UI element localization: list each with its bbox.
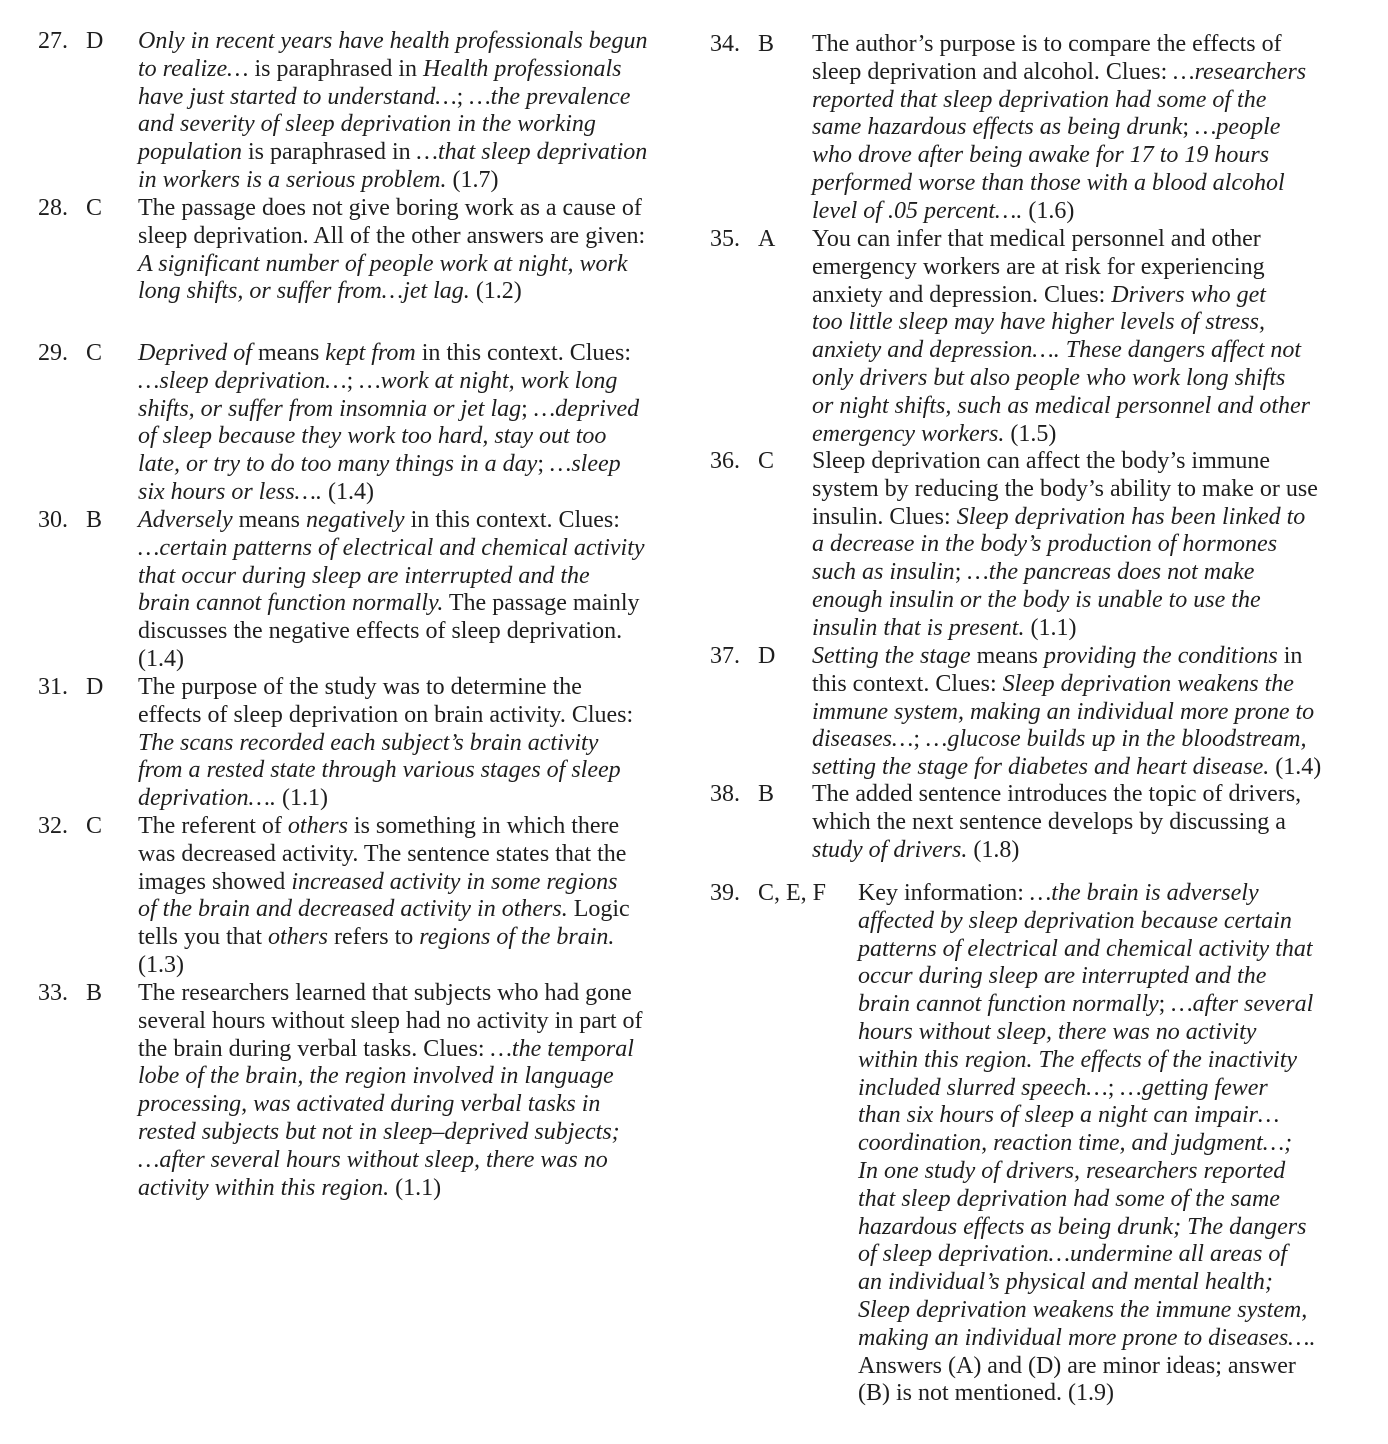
- text-run: is something in which there: [347, 813, 620, 839]
- text-line: [812, 31, 1380, 59]
- text-line: [812, 254, 1380, 282]
- answer-entry-36: [710, 448, 1380, 643]
- answer-entry-27: [38, 28, 688, 195]
- text-line: [812, 226, 1380, 254]
- text-line: [138, 56, 688, 84]
- italic-run: …after several hours without sleep, there was no: [138, 1146, 608, 1173]
- italic-run: brain cannot function normally.: [138, 590, 444, 617]
- text-run: images showed: [138, 868, 292, 895]
- text-line: [812, 504, 1380, 532]
- text-run: (1.4): [138, 645, 184, 672]
- text-line: [812, 309, 1380, 337]
- text-run: The passage mainly: [443, 590, 640, 617]
- entry-text: [812, 448, 1380, 643]
- entry-text: [812, 643, 1380, 782]
- text-line: [138, 730, 688, 758]
- text-line: [812, 142, 1380, 170]
- text-line: [138, 757, 688, 785]
- text-run: anxiety and depression. Clues:: [812, 281, 1112, 308]
- italic-run: Only in recent years have health professionals begun: [138, 28, 648, 54]
- italic-run: to realize…: [138, 55, 249, 82]
- text-line: [812, 643, 1380, 671]
- text-line: [138, 1036, 688, 1064]
- text-line: [858, 1297, 1380, 1325]
- italic-run: level of .05 percent….: [812, 197, 1023, 224]
- entry-text: [138, 813, 688, 980]
- text-line: [812, 559, 1380, 587]
- italic-run: …certain patterns of electrical and chemical activity: [138, 534, 645, 561]
- italic-run: patterns of electrical and chemical activity that: [858, 935, 1313, 962]
- answer-entry-38: [710, 781, 1380, 864]
- italic-run: than six hours of sleep a night can impair…: [858, 1102, 1280, 1129]
- text-line: [858, 1075, 1380, 1103]
- text-run: (1.1): [389, 1174, 442, 1201]
- text-line: [138, 535, 688, 563]
- italic-run: Drivers who get: [1111, 281, 1266, 308]
- italic-run: of the brain and decreased activity in others.: [138, 896, 568, 923]
- italic-run: late, or try to do too many things in a day: [138, 451, 538, 478]
- text-run: (1.4): [1269, 754, 1322, 781]
- answer-entry-37: [710, 643, 1380, 782]
- text-line: [858, 991, 1380, 1019]
- text-run: ;: [954, 559, 968, 586]
- text-line: [138, 924, 688, 952]
- italic-run: regions of the brain.: [419, 924, 615, 951]
- text-line: [138, 646, 688, 674]
- answer-entry-34: [710, 31, 1380, 226]
- italic-run: have just started to understand…: [138, 83, 457, 110]
- text-run: means: [251, 340, 326, 366]
- text-line: [138, 507, 688, 535]
- text-run: Answers (A) and (D) are minor ideas; answer: [858, 1352, 1296, 1379]
- italic-run: Sleep deprivation weakens the: [1002, 670, 1294, 697]
- text-run: is paraphrased in: [248, 55, 424, 82]
- italic-run: Health professionals: [423, 55, 622, 82]
- italic-run: study of drivers.: [812, 836, 968, 863]
- italic-run: of sleep deprivation…undermine all areas of: [858, 1241, 1288, 1268]
- text-run: (1.1): [276, 785, 328, 812]
- entry-text: [858, 880, 1380, 1408]
- italic-run: setting the stage for diabetes and heart disease.: [812, 754, 1270, 781]
- italic-run: …the prevalence: [469, 83, 631, 110]
- text-line: [138, 869, 688, 897]
- text-line: [138, 1091, 688, 1119]
- entry-text: [812, 31, 1380, 226]
- entry-answer: C: [86, 195, 103, 221]
- text-run: Logic: [567, 896, 630, 923]
- text-run: in: [1277, 643, 1303, 669]
- text-run: Sleep deprivation can affect the body’s immune: [812, 448, 1271, 474]
- text-line: [138, 278, 688, 306]
- text-line: [858, 1019, 1380, 1047]
- italic-run: Sleep deprivation weakens the immune system,: [858, 1296, 1308, 1323]
- text-line: [138, 841, 688, 869]
- text-line: [138, 251, 688, 279]
- italic-run: who drove after being awake for 17 to 19 hours: [812, 142, 1270, 169]
- text-run: ;: [913, 726, 927, 753]
- text-line: [138, 896, 688, 924]
- text-run: the brain during verbal tasks. Clues:: [138, 1035, 491, 1062]
- text-line: [138, 84, 688, 112]
- text-line: [812, 809, 1380, 837]
- italic-run: that sleep deprivation had some of the same: [858, 1185, 1280, 1212]
- italic-run: …after several: [1171, 991, 1314, 1018]
- text-line: [138, 702, 688, 730]
- italic-run: making an individual more prone to diseases….: [858, 1324, 1316, 1351]
- italic-run: shifts, or suffer from insomnia or jet lag: [138, 395, 522, 422]
- text-line: [138, 1119, 688, 1147]
- text-run: ;: [346, 367, 360, 394]
- italic-run: …work at night, work long: [359, 367, 618, 394]
- text-run: several hours without sleep had no activity in part of: [138, 1007, 643, 1034]
- text-run: ;: [1182, 114, 1196, 141]
- entry-answer: B: [86, 980, 103, 1006]
- entry-answer: C: [86, 813, 103, 839]
- italic-run: …glucose builds up in the bloodstream,: [926, 726, 1307, 753]
- entry-number: 35. A: [710, 226, 776, 252]
- text-line: [858, 1102, 1380, 1130]
- italic-run: A significant number of people work at night, work: [138, 250, 628, 277]
- text-line: [858, 908, 1380, 936]
- text-run: The researchers learned that subjects who had gone: [138, 980, 632, 1006]
- italic-run: long shifts, or suffer from…jet lag.: [138, 278, 470, 305]
- entry-number: 38. B: [710, 781, 775, 807]
- italic-run: others: [267, 924, 328, 951]
- text-line: [138, 674, 688, 702]
- italic-run: occur during sleep are interrupted and the: [858, 963, 1267, 990]
- entry-answer: C: [758, 448, 775, 474]
- text-line: [138, 111, 688, 139]
- text-line: [138, 167, 688, 195]
- text-line: [138, 1063, 688, 1091]
- text-line: [812, 448, 1380, 476]
- entry-text: [138, 340, 688, 507]
- italic-run: reported that sleep deprivation had some of the: [812, 86, 1267, 113]
- entry-number: 32. C: [38, 813, 103, 839]
- entry-answer: A: [758, 226, 776, 252]
- italic-run: population: [138, 139, 243, 166]
- text-run: means: [970, 643, 1044, 669]
- text-line: [138, 590, 688, 618]
- text-line: [138, 396, 688, 424]
- italic-run: within this region. The effects of the inactivity: [858, 1046, 1298, 1073]
- italic-run: or night shifts, such as medical personnel and other: [812, 392, 1310, 419]
- italic-run: …sleep: [549, 451, 621, 478]
- italic-run: affected by sleep deprivation because certain: [858, 907, 1292, 934]
- text-run: in this context. Clues:: [404, 507, 620, 533]
- text-run: The purpose of the study was to determine the: [138, 674, 582, 700]
- italic-run: deprivation….: [138, 785, 276, 812]
- italic-run: enough insulin or the body is unable to use the: [812, 586, 1261, 613]
- italic-run: only drivers but also people who work long shifts: [812, 364, 1286, 391]
- entry-text: [138, 980, 688, 1202]
- text-line: [858, 1158, 1380, 1186]
- text-line: [812, 531, 1380, 559]
- text-run: The author’s purpose is to compare the effects of: [812, 31, 1282, 57]
- italic-run: emergency workers.: [812, 420, 1005, 447]
- answer-entry-30: [38, 507, 688, 674]
- text-run: The passage does not give boring work as a cause of: [138, 195, 642, 221]
- text-line: [138, 1008, 688, 1036]
- italic-run: an individual’s physical and mental health;: [858, 1269, 1273, 1296]
- entry-number: 33. B: [38, 980, 103, 1006]
- text-run: The referent of: [138, 813, 288, 839]
- text-line: [138, 785, 688, 813]
- text-run: ;: [1158, 991, 1172, 1018]
- entry-text: [138, 674, 688, 813]
- text-run: insulin. Clues:: [812, 503, 957, 530]
- text-run: was decreased activity. The sentence states that the: [138, 840, 627, 867]
- text-run: ;: [521, 395, 534, 422]
- italic-run: diseases…: [812, 726, 914, 753]
- text-run: in this context. Clues:: [415, 340, 632, 366]
- text-line: [812, 114, 1380, 142]
- text-run: effects of sleep deprivation on brain activity. Clues:: [138, 701, 634, 728]
- entry-text: [138, 28, 688, 195]
- answer-entry-39: [710, 880, 1380, 1408]
- italic-run: providing the conditions: [1043, 643, 1278, 669]
- text-line: [812, 170, 1380, 198]
- text-line: [138, 952, 688, 980]
- italic-run: …the temporal: [490, 1035, 634, 1062]
- text-line: [138, 1175, 688, 1203]
- text-line: [138, 1147, 688, 1175]
- text-run: ;: [537, 451, 550, 478]
- italic-run: …getting fewer: [1120, 1074, 1268, 1101]
- entry-number: 37. D: [710, 643, 776, 669]
- entry-text: [812, 781, 1380, 864]
- italic-run: increased activity in some regions: [291, 868, 618, 895]
- italic-run: processing, was activated during verbal tasks in: [138, 1091, 601, 1118]
- entry-answer: C: [86, 340, 103, 366]
- italic-run: Setting the stage: [812, 643, 971, 669]
- entry-answer: D: [86, 28, 104, 54]
- text-line: [812, 393, 1380, 421]
- entry-answer: C, E, F: [758, 880, 827, 906]
- text-line: [138, 813, 688, 841]
- text-line: [858, 1380, 1380, 1408]
- text-run: this context. Clues:: [812, 670, 1003, 697]
- italic-run: anxiety and depression…. These dangers affect not: [812, 337, 1302, 364]
- italic-run: coordination, reaction time, and judgment…;: [858, 1130, 1293, 1157]
- italic-run: hazardous effects as being drunk; The dangers: [858, 1213, 1307, 1240]
- text-run: discusses the negative effects of sleep deprivation.: [138, 618, 623, 645]
- text-line: [858, 1214, 1380, 1242]
- answer-entry-33: [38, 980, 688, 1202]
- entry-number: 27. D: [38, 28, 104, 54]
- text-line: [812, 837, 1380, 865]
- text-line: [138, 980, 688, 1008]
- entry-number: 39. C, E, F: [710, 880, 827, 906]
- answer-entry-31: [38, 674, 688, 813]
- text-run: Key information:: [858, 880, 1030, 906]
- text-run: ;: [456, 83, 470, 110]
- text-line: [812, 476, 1380, 504]
- entry-answer: D: [86, 674, 104, 700]
- text-run: You can infer that medical personnel and other: [812, 226, 1261, 252]
- text-run: (1.1): [1024, 614, 1077, 641]
- italic-run: six hours or less….: [138, 478, 323, 505]
- entry-text: [138, 195, 688, 306]
- text-line: [138, 618, 688, 646]
- text-line: [858, 1186, 1380, 1214]
- text-line: [812, 59, 1380, 87]
- text-run: (1.7): [446, 166, 499, 193]
- text-line: [858, 1353, 1380, 1381]
- text-run: is paraphrased in: [242, 139, 417, 166]
- text-line: [812, 781, 1380, 809]
- entry-number: 34. B: [710, 31, 775, 57]
- entry-answer: B: [758, 31, 775, 57]
- text-line: [812, 198, 1380, 226]
- text-run: (1.3): [138, 951, 184, 978]
- italic-run: a decrease in the body’s production of hormones: [812, 531, 1278, 558]
- italic-run: lobe of the brain, the region involved in language: [138, 1063, 614, 1090]
- italic-run: …sleep deprivation…: [138, 367, 347, 394]
- italic-run: that occur during sleep are interrupted and the: [138, 562, 590, 589]
- italic-run: …that sleep deprivation: [416, 139, 648, 166]
- italic-run: performed worse than those with a blood alcohol: [812, 169, 1285, 196]
- text-run: emergency workers are at risk for experiencing: [812, 253, 1265, 280]
- text-run: refers to: [327, 924, 420, 951]
- italic-run: Sleep deprivation has been linked to: [956, 503, 1306, 530]
- entry-number: 31. D: [38, 674, 104, 700]
- italic-run: …people: [1195, 114, 1281, 141]
- text-run: sleep deprivation. All of the other answers are given:: [138, 222, 646, 249]
- text-run: system by reducing the body’s ability to make or use: [812, 475, 1318, 502]
- entry-number: 30. B: [38, 507, 103, 533]
- italic-run: Deprived of: [138, 340, 252, 366]
- italic-run: …the brain is adversely: [1029, 880, 1259, 906]
- text-run: The added sentence introduces the topic of drivers,: [812, 781, 1302, 807]
- text-line: [812, 365, 1380, 393]
- text-run: tells you that: [138, 924, 268, 951]
- italic-run: such as insulin: [812, 559, 955, 586]
- entry-answer: B: [86, 507, 103, 533]
- text-run: (1.8): [967, 836, 1020, 863]
- italic-run: rested subjects but not in sleep–deprived subjects;: [138, 1118, 620, 1145]
- text-line: [812, 87, 1380, 115]
- text-line: [812, 726, 1380, 754]
- text-line: [858, 1325, 1380, 1353]
- entry-answer: B: [758, 781, 775, 807]
- text-line: [138, 195, 688, 223]
- text-line: [138, 423, 688, 451]
- italic-run: …deprived: [533, 395, 640, 422]
- entry-number: 28. C: [38, 195, 103, 221]
- text-line: [858, 1269, 1380, 1297]
- text-line: [138, 451, 688, 479]
- text-run: (1.6): [1022, 197, 1075, 224]
- text-run: means: [232, 507, 306, 533]
- italic-run: …researchers: [1173, 58, 1307, 85]
- text-line: [812, 699, 1380, 727]
- answer-entry-28: [38, 195, 688, 306]
- text-line: [812, 615, 1380, 643]
- italic-run: activity within this region.: [138, 1174, 390, 1201]
- answer-entry-35: [710, 226, 1380, 448]
- text-run: (1.2): [469, 278, 522, 305]
- answer-entry-32: [38, 813, 688, 980]
- answer-entry-29: [38, 340, 688, 507]
- italic-run: Adversely: [138, 507, 233, 533]
- italic-run: and severity of sleep deprivation in the working: [138, 111, 596, 138]
- italic-run: …the pancreas does not make: [967, 559, 1255, 586]
- text-line: [812, 587, 1380, 615]
- text-line: [858, 963, 1380, 991]
- text-run: (B) is not mentioned. (1.9): [858, 1380, 1114, 1407]
- text-line: [138, 340, 688, 368]
- italic-run: kept from: [325, 340, 416, 366]
- text-run: (1.4): [322, 478, 375, 505]
- text-line: [812, 421, 1380, 449]
- text-line: [812, 282, 1380, 310]
- entry-number: 29. C: [38, 340, 103, 366]
- text-line: [812, 337, 1380, 365]
- entry-answer: D: [758, 643, 776, 669]
- text-line: [138, 223, 688, 251]
- text-line: [858, 880, 1380, 908]
- italic-run: same hazardous effects as being drunk: [812, 114, 1183, 141]
- text-line: [138, 563, 688, 591]
- italic-run: immune system, making an individual more prone to: [812, 698, 1315, 725]
- text-line: [812, 671, 1380, 699]
- italic-run: The scans recorded each subject’s brain activity: [138, 729, 599, 756]
- entry-text: [138, 507, 688, 674]
- italic-run: in workers is a serious problem.: [138, 166, 447, 193]
- italic-run: of sleep because they work too hard, stay out too: [138, 423, 607, 450]
- text-line: [812, 754, 1380, 782]
- italic-run: hours without sleep, there was no activity: [858, 1018, 1257, 1045]
- entry-number: 36. C: [710, 448, 775, 474]
- text-line: [138, 139, 688, 167]
- italic-run: included slurred speech…: [858, 1074, 1108, 1101]
- italic-run: others: [287, 813, 348, 839]
- text-line: [858, 1241, 1380, 1269]
- text-line: [138, 368, 688, 396]
- text-run: ;: [1107, 1074, 1121, 1101]
- italic-run: too little sleep may have higher levels of stress,: [812, 309, 1266, 336]
- text-line: [138, 479, 688, 507]
- text-line: [858, 1047, 1380, 1075]
- italic-run: negatively: [305, 507, 405, 533]
- text-line: [858, 936, 1380, 964]
- italic-run: from a rested state through various stages of sleep: [138, 757, 621, 784]
- text-run: sleep deprivation and alcohol. Clues:: [812, 58, 1174, 85]
- italic-run: insulin that is present.: [812, 614, 1025, 641]
- italic-run: brain cannot function normally: [858, 991, 1159, 1018]
- italic-run: In one study of drivers, researchers reported: [858, 1157, 1286, 1184]
- text-run: which the next sentence develops by discussing a: [812, 808, 1286, 835]
- text-line: [138, 28, 688, 56]
- text-line: [858, 1130, 1380, 1158]
- entry-text: [812, 226, 1380, 448]
- text-run: (1.5): [1004, 420, 1057, 447]
